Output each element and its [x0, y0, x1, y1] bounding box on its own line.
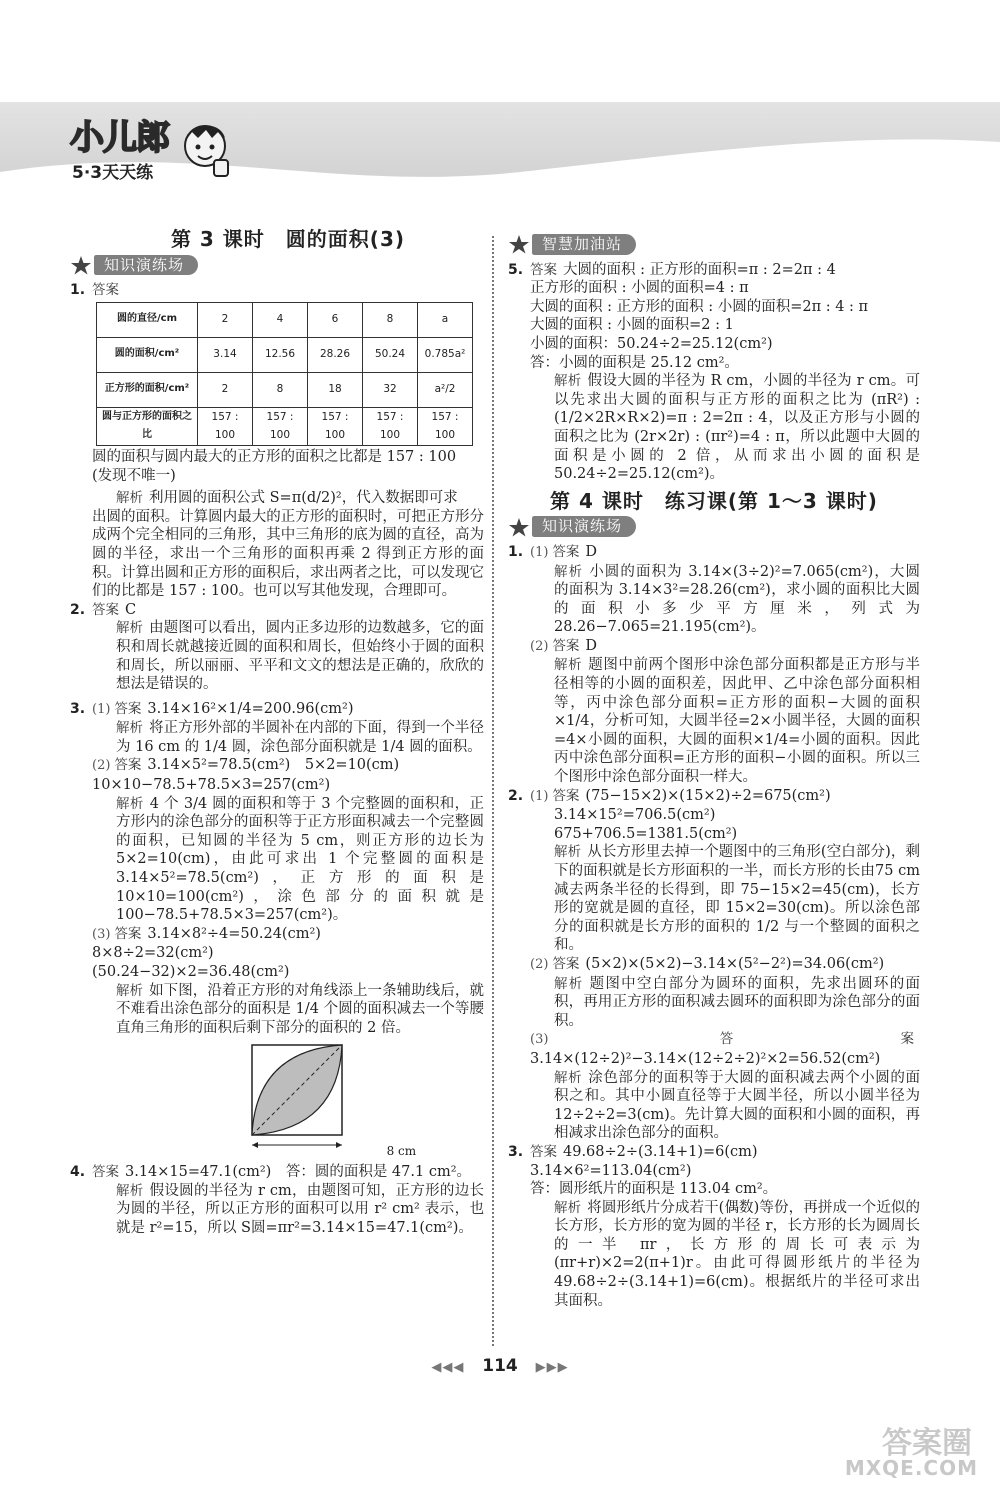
figure-label: 8 cm [383, 1142, 421, 1161]
section-label: 知识演练场 [532, 516, 636, 537]
logo-title: 小儿郎 [70, 118, 169, 158]
part-label: (2) [92, 758, 111, 774]
column-divider [492, 236, 494, 1346]
analysis-tag: 解析 [554, 844, 582, 861]
table-cell: 0.785a² [418, 337, 473, 372]
next-arrows-icon: ▶▶▶ [535, 1360, 569, 1375]
analysis-line [92, 719, 484, 756]
table-cell: 18 [308, 372, 363, 407]
answer-table [96, 302, 473, 446]
table-cell: 157 : 100 [198, 407, 253, 445]
answer-line-3: 675+706.5=1381.5(cm²) [554, 825, 738, 842]
part-3-line-2: 8×8÷2=32(cm²) [92, 945, 214, 962]
analysis-line [530, 1069, 920, 1143]
star-icon [508, 234, 530, 254]
analysis-continued: 出圆的面积。计算圆内最大的正方形的面积时，可把正方形分成两个完全相同的三角形，其中三角形的底为圆的直径，高为圆的半径，求出一个三角形的面积再乘 2 得到正方形的面积。计算出圆和正方形的面积后，求出两者之比，可以发现它们的比都是 157 : 100。也可以写其他发现，合理即可。 [92, 508, 484, 600]
lesson-title-3: 第 3 课时 圆的面积(3) [170, 227, 406, 251]
page-footer [0, 1356, 1000, 1376]
question-number: 2. [508, 787, 524, 804]
answer-tag: 答案 [530, 261, 557, 278]
analysis-tag: 解析 [116, 720, 144, 737]
analysis-text: 将正方形外部的半圆补在内部的下面，得到一个半径为 16 cm 的 1/4 圆，涂色部分面积就是 1/4 圆的面积。 [116, 720, 484, 755]
analysis-text: 4 个 3/4 圆的面积和等于 3 个完整圆的面积和，正方形内的涂色部分的面积等于正方形面积减去一个完整圆的面积，已知圆的半径为 5 cm，则正方形的边长为 5×2=10(cm)，由此可求出 1 个完整圆的面积是 3.14×5²=78.5(cm²)，正方形的面积是 10×10=100(cm²)，涂色部分的面积就是 100−78.5+78.5×3=257(cm²)。 [116, 795, 484, 924]
table-cell: 3.14 [198, 337, 253, 372]
question-number: 2. [70, 601, 86, 618]
answer-line-4: 大圆的面积 : 小圆的面积=2 : 1 [530, 317, 734, 334]
table-cell: 32 [363, 372, 418, 407]
answer-text: C [125, 601, 137, 618]
analysis-tag: 解析 [554, 373, 582, 390]
part-label: (3) [92, 926, 111, 942]
table-cell: 8 [253, 372, 308, 407]
analysis-text: 涂色部分的面积等于大圆的面积减去两个小圆的面积之和。其中小圆直径等于大圆半径，所以小圆半径为 12÷2÷2=3(cm)。先计算大圆的面积和小圆的面积，再相减求出涂色部分的面积。 [554, 1069, 920, 1142]
lesson-title-4: 第 4 课时 练习课(第 1～3 课时) [550, 488, 878, 513]
table-row [97, 407, 473, 445]
question-number: 3. [70, 700, 86, 717]
row-header: 圆与正方形的面积之比 [97, 407, 198, 445]
part-label: (1) [530, 788, 549, 804]
table-row [97, 302, 473, 337]
table-cell: a [418, 302, 473, 337]
analysis-tag: 解析 [116, 982, 144, 999]
analysis-line [530, 975, 920, 1031]
analysis-tag: 解析 [116, 490, 143, 507]
answer-text: D [585, 637, 598, 654]
watermark-site: MXQE.COM [844, 1456, 978, 1480]
answer-tag: 答案 [552, 787, 580, 804]
table-cell: 157 : 100 [253, 407, 308, 445]
question-1 [70, 281, 484, 601]
mascot-boy-icon [178, 116, 232, 186]
answer-tag: 答案 [552, 955, 580, 972]
section-practice-right [508, 516, 920, 537]
left-column [70, 226, 484, 1237]
table-cell: 2 [198, 372, 253, 407]
part-3-line-1 [92, 925, 484, 945]
analysis-line [530, 656, 920, 786]
watermark-brand: 答案圈 [882, 1426, 972, 1461]
analysis-line [530, 843, 920, 955]
analysis-line [530, 372, 920, 484]
table-row [97, 372, 473, 407]
answer-text: 3.14×15=47.1(cm²) 答：圆的面积是 47.1 cm²。 [125, 1163, 472, 1180]
question-number: 5. [508, 261, 524, 278]
analysis-text: 从长方形里去掉一个题图中的三角形(空白部分)，剩下的面积就是长方形面积的一半，而长方形的长由75 cm减去两条半径的长得到，即 75−15×2=45(cm)，长方形的宽就是圆的直径，即 15×2=30(cm)。所以涂色部分的面积就是长方形的面积的 1/2 与一个整圆的面积之和。 [554, 844, 921, 954]
table-cell: 4 [253, 302, 308, 337]
answer-tag: 答案 [552, 1031, 914, 1048]
leaf-figure [248, 1043, 484, 1161]
answer-tag: 答案 [114, 700, 142, 717]
part-label: (2) [530, 956, 549, 972]
analysis-text: 假设大圆的半径为 R cm，小圆的半径为 r cm。可以先求出大圆的面积与正方形的面积之比为 (πR²) : (1/2×2R×R×2)=π : 2=2π : 4，以及正方形与小圆的面积之比为 (2r×2r) : (πr²)=4 : π，所以此题中大圆的面积是小圆的 2 倍，从而求出小圆的面积是 50.24÷2=25.12(cm²)。 [554, 373, 921, 483]
answer-text: D [585, 543, 598, 560]
table-cell: 28.26 [308, 337, 363, 372]
answer-text: 3.14×8²÷4=50.24(cm²) [147, 925, 321, 942]
answer-line-2: 3.14×15²=706.5(cm²) [554, 807, 716, 824]
question-number: 1. [70, 282, 86, 299]
answer-line-3: 答：圆形纸片的面积是 113.04 cm²。 [530, 1181, 778, 1198]
analysis-tag: 解析 [554, 975, 584, 992]
analysis-tag: 解析 [554, 657, 583, 674]
answer-line-3: 大圆的面积 : 正方形的面积 : 小圆的面积=2π : 4 : π [530, 298, 869, 315]
analysis-text: 题图中空白部分为圆环的面积，先求出圆环的面积，再用正方形的面积减去圆环的面积即为涂色部分的面积。 [554, 975, 921, 1029]
analysis-tag: 解析 [554, 1069, 583, 1086]
part-3-answer [530, 1030, 920, 1068]
exercise-3 [508, 1143, 921, 1310]
question-3 [70, 700, 484, 1161]
part-3-line-3: (50.24−32)×2=36.48(cm²) [92, 964, 290, 980]
row-header: 圆的面积/cm² [97, 337, 198, 372]
analysis-text: 由题图可以看出，圆内正多边形的边数越多，它的面积和周长就越接近圆的面积和周长，但始终小于圆的面积和周长，所以丽丽、平平和文文的想法是正确的，欣欣的想法是错误的。 [116, 620, 484, 693]
analysis-tag: 解析 [116, 795, 144, 812]
table-cell: 12.56 [253, 337, 308, 372]
table-cell: 2 [198, 302, 253, 337]
answer-text: 3.14×5²=78.5(cm²) 5×2=10(cm) [147, 757, 400, 774]
analysis-line [530, 1199, 920, 1311]
answer-tag: 答案 [114, 757, 142, 774]
table-cell: 157 : 100 [363, 407, 418, 445]
analysis-line [92, 489, 484, 508]
analysis-tag: 解析 [554, 1199, 582, 1216]
answer-text: (5×2)×(5×2)−3.14×(5²−2²)=34.06(cm²) [585, 955, 885, 972]
answer-tag: 答案 [92, 282, 119, 299]
analysis-tag: 解析 [116, 620, 144, 637]
question-number: 4. [70, 1163, 86, 1180]
question-5 [508, 261, 921, 484]
star-icon [508, 517, 530, 537]
analysis-tag: 解析 [554, 563, 584, 580]
part-label: (3) [530, 1032, 549, 1048]
table-cell: 157 : 100 [308, 407, 363, 445]
part-2-answer [530, 955, 920, 975]
row-header: 正方形的面积/cm² [97, 372, 198, 407]
question-2 [70, 601, 484, 694]
table-cell: 50.24 [363, 337, 418, 372]
answer-line-1: 49.68÷2÷(3.14+1)=6(cm) [563, 1143, 758, 1160]
section-bonus [508, 234, 920, 255]
right-column [508, 232, 920, 1310]
table-note: (发现不唯一) [92, 467, 176, 484]
answer-line-1: 大圆的面积 : 正方形的面积=π : 2=2π : 4 [563, 261, 836, 278]
brand-logo [62, 110, 232, 190]
page-number: 114 [482, 1356, 518, 1376]
table-row [97, 337, 473, 372]
answer-line-2: 3.14×6²=113.04(cm²) [530, 1162, 692, 1179]
table-cell: a²/2 [418, 372, 473, 407]
analysis-text: 将圆形纸片分成若干(偶数)等份，再拼成一个近似的长方形，长方形的宽为圆的半径 r，长方形的长为圆周长的一半 πr，长方形的周长可表示为 (πr+r)×2=2(π+1)r。由此可得圆形纸片的半径为 49.68÷2÷(3.14+1)=6(cm)。根据纸片的半径可求出其面积。 [554, 1199, 921, 1309]
analysis-tag: 解析 [116, 1182, 144, 1199]
analysis-text: 如下图，沿着正方形的对角线添上一条辅助线后，就不难看出涂色部分的面积是 1/4 个圆的面积减去一个等腰直角三角形的面积后剩下部分的面积的 2 倍。 [116, 982, 484, 1036]
analysis-text: 假设圆的半径为 r cm，由题图可知，正方形的边长为圆的半径，所以正方形的面积可以用 r² cm² 表示，也就是 r²=15，所以 S圆=πr²=3.14×15=47.1(cm²)。 [116, 1182, 484, 1236]
analysis-text: 利用圆的面积公式 S=π(d/2)²，代入数据即可求 [149, 490, 458, 507]
answer-tag: 答案 [530, 1143, 557, 1160]
part-label: (1) [92, 701, 111, 717]
analysis-text: 小圆的面积为 3.14×(3÷2)²=7.065(cm²)，大圆的面积为 3.14×3²=28.26(cm²)，求小圆的面积比大圆的面积小多少平方厘米，列式为 28.26−7.065=21.195(cm²)。 [554, 563, 920, 636]
answer-tag: 答案 [552, 637, 580, 654]
analysis-line [92, 982, 484, 1038]
answer-tag: 答案 [92, 601, 119, 618]
answer-tag: 答案 [92, 1163, 119, 1180]
section-label: 知识演练场 [94, 255, 198, 276]
question-number: 1. [508, 543, 524, 560]
answer-tag: 答案 [552, 543, 580, 560]
table-cell: 6 [308, 302, 363, 337]
part-2-answer [530, 637, 920, 657]
part-2-line-1 [92, 756, 484, 776]
question-number: 3. [508, 1143, 524, 1160]
analysis-line [92, 795, 484, 925]
exercise-1 [508, 543, 920, 787]
star-icon [70, 255, 92, 275]
section-practice-left [70, 255, 484, 276]
answer-line-5: 小圆的面积：50.24÷2=25.12(cm²) [530, 335, 773, 352]
table-conclusion: 圆的面积与圆内最大的正方形的面积之比都是 157 : 100 [92, 448, 457, 465]
analysis-line [92, 619, 484, 693]
part-label: (1) [530, 544, 549, 560]
part-label: (2) [530, 638, 549, 654]
answer-text: 3.14×16²×1/4=200.96(cm²) [147, 700, 354, 717]
prev-arrows-icon: ◀◀◀ [431, 1360, 465, 1375]
answer-text: 3.14×(12÷2)²−3.14×(12÷2÷2)²×2=56.52(cm²) [530, 1050, 881, 1067]
answer-line-1: (75−15×2)×(15×2)÷2=675(cm²) [585, 787, 831, 804]
section-label: 智慧加油站 [532, 234, 636, 255]
table-cell: 8 [363, 302, 418, 337]
answer-line-6: 答：小圆的面积是 25.12 cm²。 [530, 354, 739, 371]
square-leaf-diagram [248, 1043, 348, 1155]
answer-tag: 答案 [114, 925, 142, 942]
analysis-text: 题图中前两个图形中涂色部分面积都是正方形与半径相等的小圆的面积差，因此甲、乙中涂色部分面积相等，丙中涂色部分面积=正方形的面积−大圆的面积×1/4，分析可知，大圆半径=2×小圆半径，大圆的面积=4×小圆的面积，大圆的面积×1/4=小圆的面积。因此丙中涂色部分面积=正方形的面积−小圆的面积。所以三个图形中涂色部分面积一样大。 [554, 657, 920, 786]
analysis-line [92, 1182, 484, 1238]
table-cell: 157 : 100 [418, 407, 473, 445]
row-header: 圆的直径/cm [97, 302, 198, 337]
exercise-2 [508, 787, 921, 1143]
part-2-line-2: 10×10−78.5+78.5×3=257(cm²) [92, 777, 331, 794]
question-4 [70, 1163, 484, 1237]
analysis-line [530, 563, 920, 637]
logo-subtitle: 5·3天天练 [72, 163, 154, 183]
answer-line-2: 正方形的面积 : 小圆的面积=4 : π [530, 280, 749, 297]
